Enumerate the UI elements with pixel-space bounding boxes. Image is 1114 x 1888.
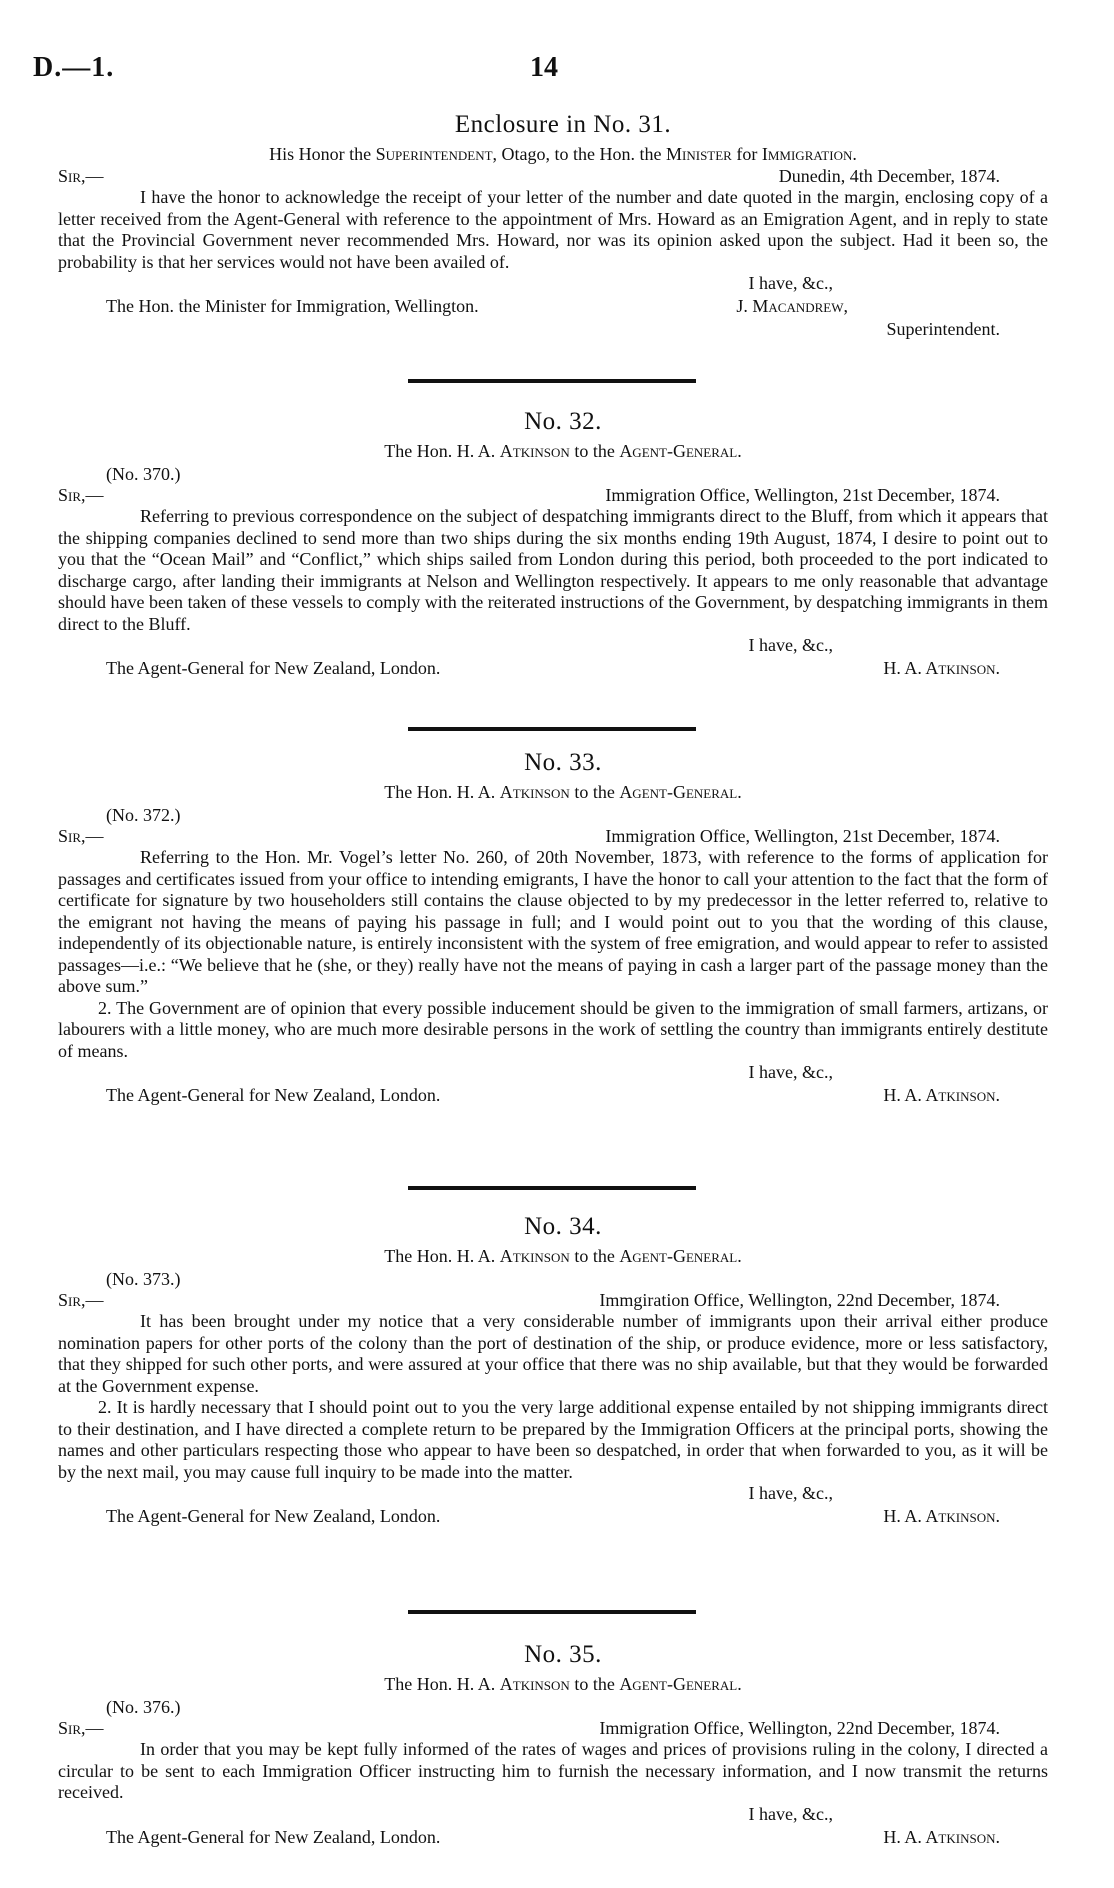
signatory-title: Superintendent. — [886, 319, 1000, 339]
letter-title: No. 34. — [524, 1213, 602, 1240]
salutation: Sir,— — [58, 826, 104, 846]
closing: I have, &c., — [748, 635, 833, 655]
closing: I have, &c., — [748, 1062, 833, 1082]
salutation: Sir,— — [58, 1290, 104, 1310]
salutation-line — [58, 485, 1048, 506]
closing-line — [58, 273, 1048, 294]
addressee: The Agent-General for New Zealand, London. — [106, 1506, 441, 1526]
section-divider — [408, 727, 696, 731]
closing: I have, &c., — [748, 273, 833, 293]
reference-number: (No. 372.) — [106, 805, 181, 825]
signature-line — [58, 1504, 1048, 1528]
letter-no-33 — [58, 746, 1048, 1107]
place-date: Immigration Office, Wellington, 21st December, 1874. — [605, 826, 1000, 846]
letter-subtitle: His Honor the Superintendent, Otago, to the Hon. the Minister for Immigration. — [269, 144, 857, 164]
letter-subtitle: The Hon. H. A. Atkinson to the Agent-General. — [384, 782, 742, 802]
reference-number: (No. 373.) — [106, 1269, 181, 1289]
signatory: J. Macandrew, — [736, 296, 848, 316]
letter-no-35 — [58, 1638, 1048, 1849]
page-number: 14 — [530, 52, 558, 83]
letter-title: No. 35. — [524, 1641, 602, 1668]
paragraph: I have the honor to acknowledge the receipt of your letter of the number and date quoted in the margin, enclosing copy of a letter received from the Agent-General with reference to the appointment of Mrs. Howard as an Emigration Agent, and in reply to state that the Provincial Government never recommended Mrs. Howard, nor was its opinion asked upon the subject. Had it been so, the probability is that her services would not have been availed of. — [58, 187, 1048, 272]
salutation-line — [58, 1718, 1048, 1739]
closing-line — [58, 635, 1048, 656]
letter-subtitle: The Hon. H. A. Atkinson to the Agent-General. — [384, 1674, 742, 1694]
addressee: The Hon. the Minister for Immigration, Wellington. — [106, 296, 479, 316]
signatory: H. A. Atkinson. — [883, 658, 1000, 678]
salutation: Sir,— — [58, 1718, 104, 1738]
salutation: Sir,— — [58, 166, 104, 186]
salutation-line — [58, 826, 1048, 847]
paragraph: In order that you may be kept fully informed of the rates of wages and prices of provisions ruling in the colony, I directed a circular to be sent to each Immigration Officer instructing him to furnish the necessary information, and I now transmit the returns received. — [58, 1739, 1048, 1802]
letter-title: No. 32. — [524, 408, 602, 435]
section-divider — [408, 379, 696, 383]
addressee: The Agent-General for New Zealand, London. — [106, 658, 441, 678]
place-date: Immigration Office, Wellington, 22nd December, 1874. — [599, 1718, 1000, 1738]
salutation-line — [58, 1290, 1048, 1311]
salutation: Sir,— — [58, 485, 104, 505]
closing: I have, &c., — [748, 1803, 833, 1824]
signature-line — [58, 1083, 1048, 1107]
letter-no-32 — [58, 405, 1048, 680]
paragraph: 2. It is hardly necessary that I should point out to you the very large additional expense entailed by not shipping immigrants direct to their destination, and I have directed a complete return to be prepared by the Immigration Officers at the principal ports, showing the names and other particulars respecting those who appear to have been so despatched, in order that when forwarded to you, as it will be by the next mail, you may cause full inquiry to be made into the matter. — [58, 1397, 1048, 1482]
letter-enclosure-31 — [58, 108, 1048, 340]
letter-no-34 — [58, 1210, 1048, 1528]
paragraph: 2. The Government are of opinion that every possible inducement should be given to the immigration of small farmers, artizans, or labourers with a little money, who are much more desirable persons in the work of settling the country than immigrants entirely destitute of means. — [58, 997, 1048, 1061]
signature-line — [58, 294, 1048, 318]
place-date: Immgiration Office, Wellington, 22nd December, 1874. — [599, 1290, 1000, 1310]
addressee: The Agent-General for New Zealand, London. — [106, 1826, 441, 1847]
letter-title: Enclosure in No. 31. — [454, 111, 672, 138]
letter-subtitle: The Hon. H. A. Atkinson to the Agent-General. — [384, 441, 742, 461]
section-divider — [408, 1610, 696, 1614]
salutation-line — [58, 166, 1048, 187]
signatory: H. A. Atkinson. — [883, 1085, 1000, 1105]
letter-title: No. 33. — [524, 749, 602, 776]
place-date: Immigration Office, Wellington, 21st December, 1874. — [605, 485, 1000, 505]
reference-number: (No. 376.) — [106, 1697, 181, 1717]
closing-line — [58, 1483, 1048, 1504]
addressee: The Agent-General for New Zealand, London. — [106, 1085, 441, 1105]
reference-number: (No. 370.) — [106, 464, 181, 484]
letter-subtitle: The Hon. H. A. Atkinson to the Agent-General. — [384, 1246, 742, 1266]
paragraph: Referring to the Hon. Mr. Vogel’s letter No. 260, of 20th November, 1873, with reference to the forms of application for passages and certificates issued from your office to intending emigrants, I have the honor to call your attention to the fact that the form of certificate for signature by two householders still contains the clause objected to by my predecessor in the letter referred to, relative to the emigrant not having the means of paying his passage in full; and I would point out to you that the wording of this clause, independently of its objectionable nature, is entirely inconsistent with the system of free emigration, and would appear to refer to assisted passages—i.e.: “We believe that he (she, or they) really have not the means of paying in cash a larger part of the passage money than the above sum.” — [58, 847, 1048, 996]
signatory: H. A. Atkinson. — [883, 1826, 1000, 1847]
closing: I have, &c., — [748, 1483, 833, 1503]
closing-line — [58, 1804, 1048, 1825]
closing-line — [58, 1062, 1048, 1083]
signature-line — [58, 656, 1048, 680]
document-reference: D.—1. — [33, 52, 115, 83]
paragraph: It has been brought under my notice that a very considerable number of immigrants upon their arrival either produce nomination papers for other ports of the colony than the port of destination of the ship, or produce evidence, more or less satisfactory, that they shipped for such other ports, and were assured at your office that there was no ship available, but that they would be forwarded at the Government expense. — [58, 1311, 1048, 1396]
signature-line — [58, 1825, 1048, 1849]
signatory: H. A. Atkinson. — [883, 1506, 1000, 1526]
section-divider — [408, 1186, 696, 1190]
paragraph: Referring to previous correspondence on the subject of despatching immigrants direct to the Bluff, from which it appears that the shipping companies declined to send more than two ships during the six months ending 19th August, 1874, I desire to point out to you that the “Ocean Mail” and “Conflict,” which ships sailed from London during this period, both proceeded to the port indicated to discharge cargo, after landing their immigrants at Nelson and Wellington respectively. It appears to me only reasonable that advantage should have been taken of these vessels to comply with the reiterated instructions of the Government, by despatching immigrants in them direct to the Bluff. — [58, 506, 1048, 634]
place-date: Dunedin, 4th December, 1874. — [778, 166, 1000, 186]
